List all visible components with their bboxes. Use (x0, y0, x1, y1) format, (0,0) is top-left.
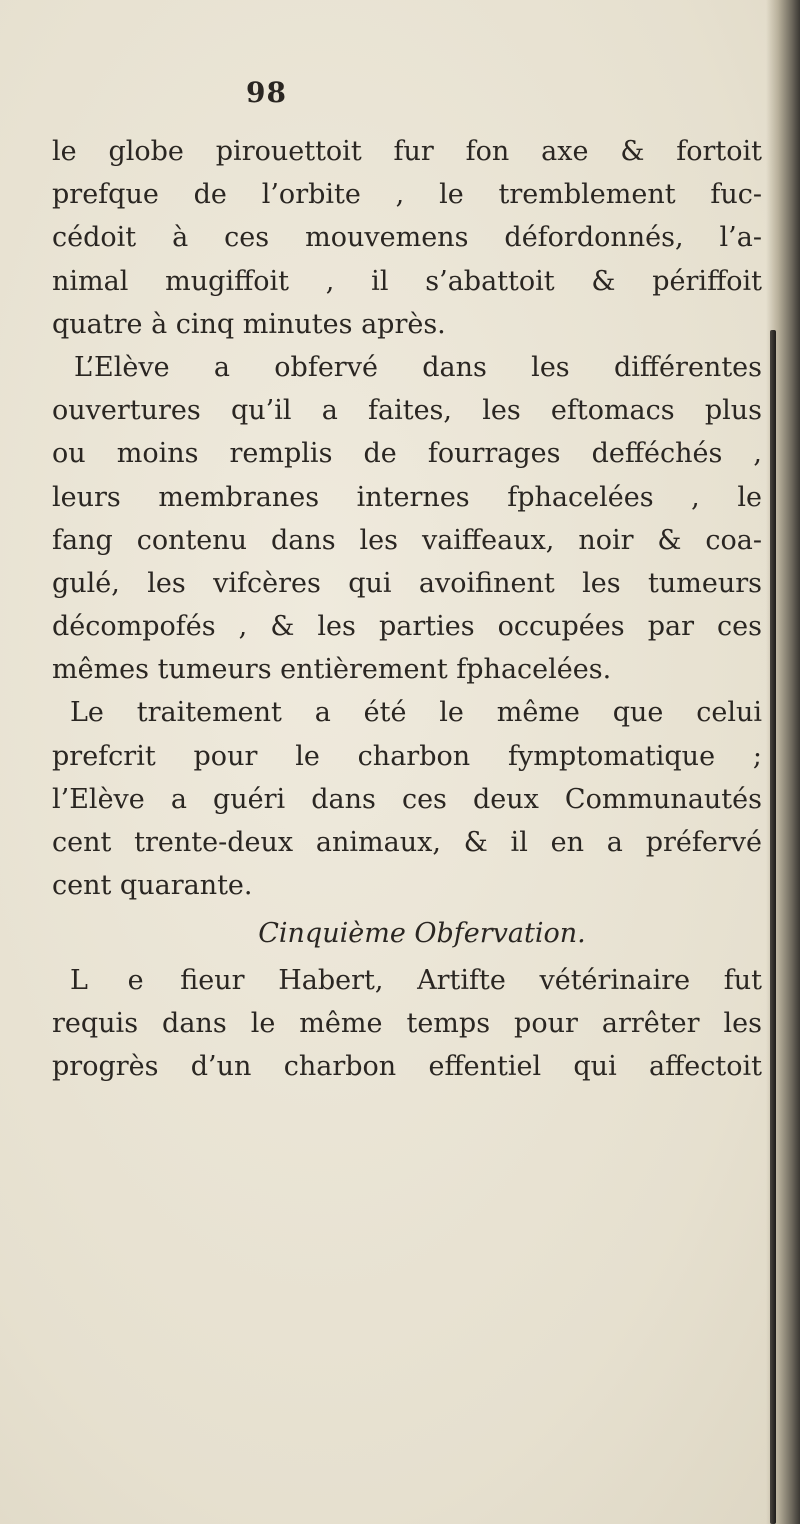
text-line: mêmes tumeurs entièrement fphacelées. (52, 654, 612, 686)
lead-word: L e (70, 964, 147, 996)
text-line: L’Elève a obfervé dans les différentes (74, 351, 762, 383)
text-line: Le traitement a été le même que celui (70, 697, 762, 729)
text-line: cédoit à ces mouvemens défordonnés, l’a- (52, 222, 762, 254)
text-line: nimal mugiffoit , il s’abattoit & périffoit (52, 265, 762, 297)
text-line: gulé, les vifcères qui avoifinent les tumeurs (52, 567, 762, 599)
text-line-rest: fieur Habert, Artifte vétérinaire fut (180, 964, 762, 996)
section-heading: Cinquième Obfervation. (258, 918, 586, 950)
text-line (52, 959, 762, 1002)
text-line: leurs membranes internes fphacelées , le (52, 481, 762, 513)
page-number: 98 (246, 76, 287, 109)
text-line: ou moins remplis de fourrages defféchés , (52, 438, 762, 470)
text-line: cent quarante. (52, 870, 253, 902)
text-line: cent trente-deux animaux, & il en a préfervé (52, 827, 762, 858)
text-line: progrès d’un charbon effentiel qui affectoit (52, 1050, 762, 1082)
text-line: requis dans le même temps pour arrêter les (52, 1007, 762, 1039)
binding-shadow (770, 330, 776, 1524)
text-line: fang contenu dans les vaiffeaux, noir & coa- (52, 524, 762, 556)
text-line: le globe pirouettoit fur fon axe & fortoit (52, 136, 762, 167)
text-line: décompofés , & les parties occupées par ces (52, 611, 762, 643)
text-line: ouvertures qu’il a faites, les eftomacs plus (52, 395, 762, 427)
text-line: l’Elève a guéri dans ces deux Communautés (52, 783, 762, 815)
text-line: prefque de l’orbite , le tremblement fuc- (52, 179, 762, 211)
body-text (52, 130, 762, 1088)
text-line: quatre à cinq minutes après. (52, 308, 446, 340)
text-line: prefcrit pour le charbon fymptomatique ; (52, 740, 762, 772)
